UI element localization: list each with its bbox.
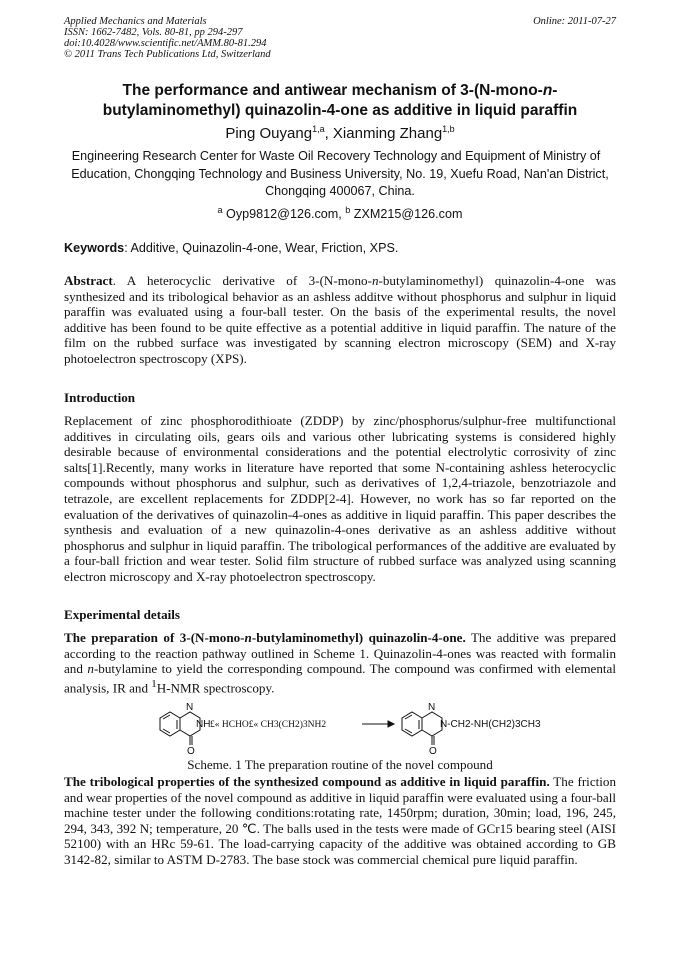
- author-list: [64, 124, 616, 142]
- introduction-text: Replacement of zinc phosphorodithioate (ZDDP) by zinc/phosphorus/sulphur-free multifunctional additives in circulating oils, gears oils and various other lubricating systems is considered highly desirable because of environmental considerations and the potential electrolytic corrosivity of zinc salts[1].Recently, many works in literature have reported that some N-containing ashless heterocyclic compounds without phosphorus and sulphur, such as derivatives of 1,2,4-triazole, benzotriazole and tetrazole, are excellent replacements for ZDDP[2-4]. However, no work has so far reported on the evaluation of the derivatives of quinazolin-4-ones as additive in liquid paraffin. This paper describes the synthesis and evaluation of a new quinazolin-4-ones derivative as an ashless additive without phosphorus and sulphur in liquid paraffin. The tribological performances of the additive are evaluated by a four-ball friction and wear tester. Solid film structure of rubbed surface was analyzed using scanning electron microscopy and X-ray photoelectron spectroscopy.: [64, 413, 616, 584]
- affiliation-line-1: Engineering Research Center for Waste Oil Recovery Technology and Equipment of Ministry of: [71, 149, 601, 163]
- prep-italic: n: [87, 661, 94, 677]
- keywords-text: : Additive, Quinazolin-4-one, Wear, Friction, XPS.: [124, 241, 399, 255]
- author-1: Ping Ouyang: [225, 125, 313, 142]
- prep-heading: The preparation of 3-(N-mono-: [64, 630, 245, 645]
- journal-name: Applied Mechanics and Materials: [64, 16, 207, 27]
- email-1: Oyp9812@126.com,: [222, 207, 346, 222]
- keywords-label: Keywords: [64, 241, 125, 255]
- tribological-paragraph: [64, 774, 616, 868]
- email-2: ZXM215@126.com: [350, 207, 463, 222]
- scheme-caption: Scheme. 1 The preparation routine of the novel compound: [187, 757, 493, 772]
- abstract-text: . A heterocyclic derivative of 3-(N-mono-: [112, 273, 372, 288]
- reactant-o-label: O: [187, 746, 195, 757]
- affiliation-line-3: Chongqing 400067, China.: [265, 184, 415, 198]
- author-sep: ,: [324, 125, 333, 142]
- email-sup-b: b: [345, 205, 351, 215]
- abstract-italic: n: [371, 273, 379, 288]
- prep-text: H-NMR spectroscopy.: [156, 680, 275, 696]
- online-date: Online: 2011-07-27: [533, 16, 616, 27]
- reagents-label: £« HCHO£« CH3(CH2)3NH2: [210, 720, 327, 730]
- abstract: [64, 273, 616, 367]
- experimental-heading: Experimental details: [64, 607, 181, 622]
- preparation-paragraph: [64, 630, 616, 696]
- prep-heading-italic: n: [244, 630, 252, 645]
- journal-doi: doi:10.4028/www.scientific.net/AMM.80-81.294: [64, 38, 267, 49]
- journal-header: [64, 16, 616, 60]
- title-part: The performance and antiwear mechanism of 3-(N-mono-: [122, 82, 543, 99]
- prep-text: The additive was prepared according to the reaction pathway outlined in Scheme 1. Quinazolin-4-ones was reacted with formalin and: [64, 630, 617, 677]
- introduction-heading: Introduction: [64, 390, 136, 405]
- prep-text: -butylamine to yield the corresponding compound. The compound was confirmed with elemental analysis, IR and: [64, 661, 616, 696]
- title-line-2: butylaminomethyl) quinazolin-4-one as additive in liquid paraffin: [102, 102, 578, 119]
- journal-issn: ISSN: 1662-7482, Vols. 80-81, pp 294-297: [64, 27, 243, 38]
- reactant-nh-label: NH: [196, 719, 211, 730]
- reaction-scheme: [150, 700, 541, 757]
- affiliation-line-2: Education, Chongqing Technology and Business University, No. 19, Xuefu Road, Nan'an District,: [71, 166, 609, 181]
- tribo-heading: The tribological properties of the synthesized compound as additive in liquid paraffin.: [64, 774, 550, 789]
- keywords: [64, 241, 616, 255]
- product-n-label: N: [428, 702, 436, 713]
- title-part: -: [552, 82, 558, 99]
- prep-sup: 1: [151, 677, 157, 690]
- tribo-text: The friction and wear properties of the novel compound as additive in liquid paraffin were evaluated using a four-ball machine tester under the following conditions:rotating rate, 1450rpm; duration, 30min; load, 196, 245, 294, 343, 392 N; temperature, 20 ℃. The balls used in the tests were made of GCr15 bearing steel (AISI 52100) with an HRc 59-61. The load-carrying capacity of the additive was obtained according to GB 3142-82, similar to ASTM D-2783. The base stock was commercial chemical pure liquid paraffin.: [64, 774, 616, 867]
- journal-copyright: © 2011 Trans Tech Publications Ltd, Switzerland: [64, 49, 271, 60]
- reactant-n-label: N: [186, 702, 194, 713]
- author-1-sup: 1,a: [312, 124, 325, 134]
- prep-heading: -butylaminomethyl) quinazolin-4-one.: [251, 630, 466, 645]
- paper-title: [64, 81, 616, 121]
- author-2: Xianming Zhang: [332, 125, 443, 142]
- author-emails: [64, 205, 616, 221]
- abstract-label: Abstract: [64, 273, 113, 288]
- email-sup-a: a: [217, 205, 223, 215]
- author-2-sup: 1,b: [442, 124, 455, 134]
- title-italic: n: [542, 82, 553, 99]
- product-o-label: O: [429, 746, 437, 757]
- product-substituent-label: N-CH2-NH(CH2)3CH3: [440, 719, 541, 730]
- abstract-text: -butylaminomethyl) quinazolin-4-one was synthesized and its tribological behavior as an ashless additve without phosphorus and sulphur in liquid paraffin was evaluated using a four-ball tester. On the basis of the experimental results, the novel additive has been found to be quite effective as a potential additive in liquid paraffin. The nature of the film on the rubbed surface was investigated by scanning electron microscopy (SEM) and X-ray photoelectron spectroscopy (XPS).: [64, 273, 616, 366]
- affiliation: [64, 148, 616, 201]
